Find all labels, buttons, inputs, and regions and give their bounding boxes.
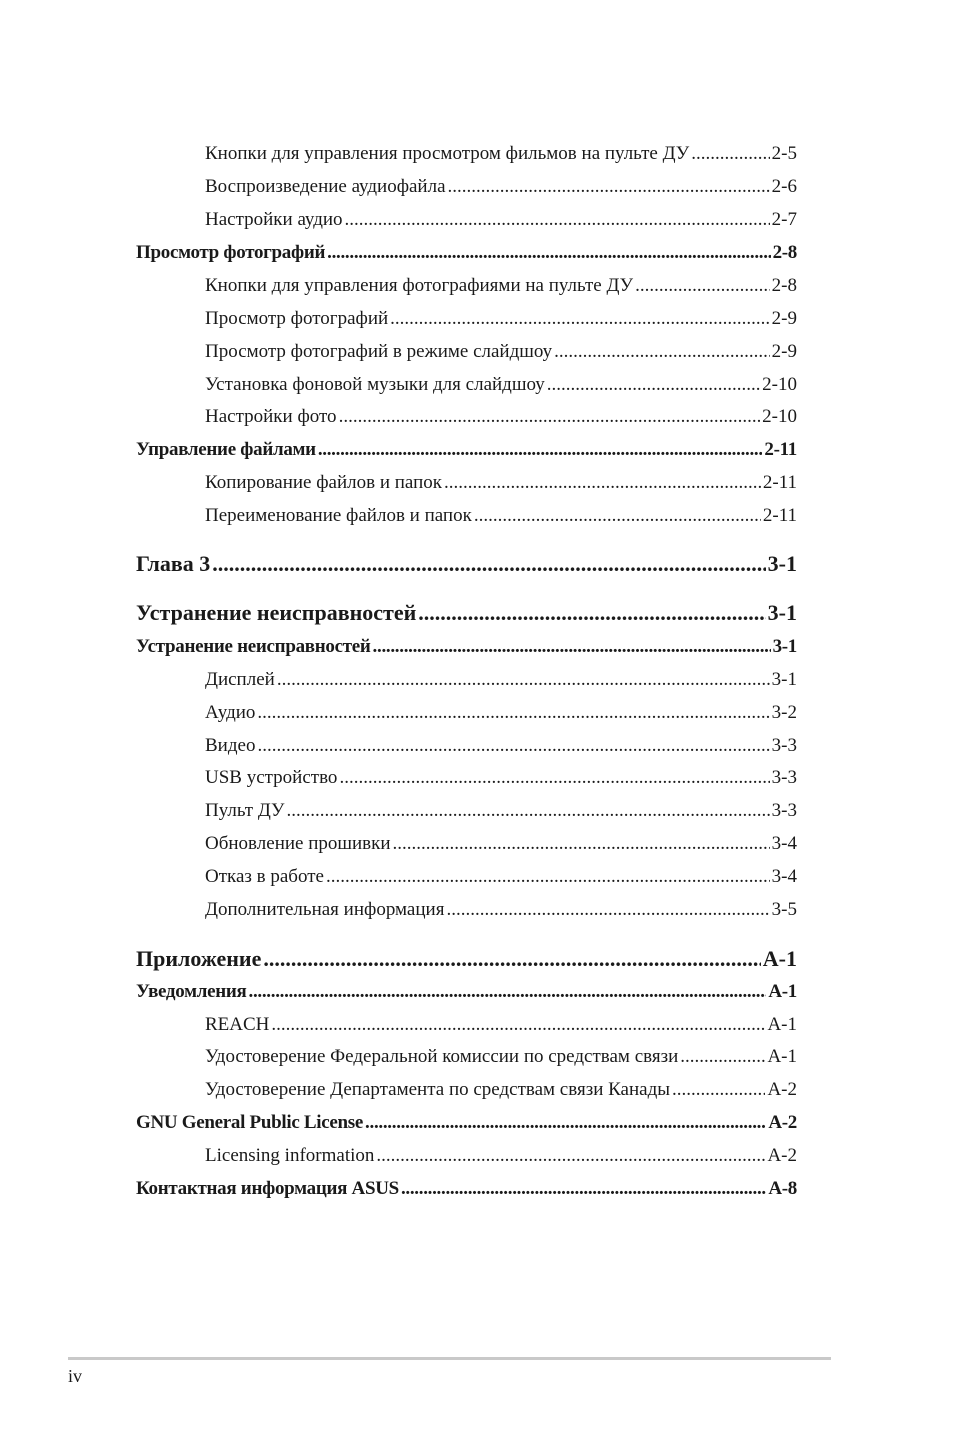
dot-leader xyxy=(390,308,770,330)
dot-leader xyxy=(257,702,769,724)
toc-entry-title: Устранение неисправностей xyxy=(136,636,371,657)
dot-leader xyxy=(474,505,761,527)
toc-entry-title: Удостоверение Федеральной комиссии по средствам связи xyxy=(205,1046,679,1067)
toc-entry-page: 3-1 xyxy=(767,551,797,576)
toc-entry-page: 3-1 xyxy=(772,636,797,657)
toc-entry[interactable] xyxy=(136,946,797,972)
toc-entry-title: Просмотр фотографий в режиме слайдшоу xyxy=(205,341,553,362)
dot-leader xyxy=(318,439,763,461)
toc-entry-page: 2-8 xyxy=(771,275,797,296)
toc-entry[interactable] xyxy=(136,600,797,626)
toc-entry[interactable] xyxy=(205,1145,797,1167)
toc-entry-title: Копирование файлов и папок xyxy=(205,472,443,493)
toc-entry-title: Отказ в работе xyxy=(205,866,324,887)
toc-entry-title: Управление файлами xyxy=(136,439,316,460)
toc-entry[interactable] xyxy=(136,242,797,264)
dot-leader xyxy=(672,1079,765,1101)
toc-entry-page: A-2 xyxy=(767,1145,797,1166)
dot-leader xyxy=(339,767,769,789)
toc-entry[interactable] xyxy=(205,735,797,757)
toc-entry-title: Приложение xyxy=(136,946,262,971)
toc-entry-title: Просмотр фотографий xyxy=(205,308,389,329)
toc-entry-title: Пульт ДУ xyxy=(205,800,285,821)
toc-entry-page: 3-3 xyxy=(771,767,797,788)
toc-entry[interactable] xyxy=(205,143,797,165)
toc-entry-page: 2-11 xyxy=(764,439,797,460)
toc-entry[interactable] xyxy=(205,176,797,198)
toc-entry-page: 2-10 xyxy=(762,374,797,395)
toc-entry[interactable] xyxy=(205,702,797,724)
dot-leader xyxy=(257,735,769,757)
toc-entry-title: Просмотр фотографий xyxy=(136,242,326,263)
toc-entry-page: 2-11 xyxy=(762,505,797,526)
toc-entry-title: Воспроизведение аудиофайла xyxy=(205,176,446,197)
toc-entry-page: 3-1 xyxy=(771,669,797,690)
toc-entry-title: USB устройство xyxy=(205,767,338,788)
toc-entry[interactable] xyxy=(205,1079,797,1101)
toc-entry-title: Аудио xyxy=(205,702,256,723)
toc-entry-title: Устранение неисправностей xyxy=(136,600,417,625)
toc-entry-title: Контактная информация ASUS xyxy=(136,1178,399,1199)
toc-entry-page: 2-5 xyxy=(771,143,797,164)
toc-entry-title: Установка фоновой музыки для слайдшоу xyxy=(205,374,545,395)
toc-entry[interactable] xyxy=(136,1178,797,1200)
toc-entry[interactable] xyxy=(205,669,797,691)
toc-entry-title: Кнопки для управления просмотром фильмов на пульте ДУ xyxy=(205,143,690,164)
toc-entry-page: 2-9 xyxy=(771,341,797,362)
toc-entry[interactable] xyxy=(136,636,797,658)
toc-entry-page: 3-4 xyxy=(771,833,797,854)
toc-entry[interactable] xyxy=(205,833,797,855)
dot-leader xyxy=(277,669,770,691)
toc-entry-page: A-2 xyxy=(767,1079,797,1100)
toc-entry[interactable] xyxy=(205,472,797,494)
dot-leader xyxy=(212,551,765,577)
toc-entry-title: Удостоверение Департамента по средствам связи Канады xyxy=(205,1079,671,1100)
toc-entry-title: Обновление прошивки xyxy=(205,833,391,854)
dot-leader xyxy=(263,946,760,972)
toc-entry-page: 3-5 xyxy=(771,899,797,920)
dot-leader xyxy=(444,472,761,494)
toc-entry[interactable] xyxy=(205,899,797,921)
footer-divider xyxy=(68,1357,831,1360)
toc-entry-title: Настройки аудио xyxy=(205,209,343,230)
toc-entry[interactable] xyxy=(205,767,797,789)
toc-entry[interactable] xyxy=(205,275,797,297)
toc-entry-title: Дополнительная информация xyxy=(205,899,445,920)
dot-leader xyxy=(547,374,760,396)
toc-entry-title: Видео xyxy=(205,735,256,756)
toc-entry[interactable] xyxy=(205,800,797,822)
toc-entry-title: Глава 3 xyxy=(136,551,211,576)
toc-entry[interactable] xyxy=(136,1112,797,1134)
dot-leader xyxy=(446,899,769,921)
dot-leader xyxy=(680,1046,765,1068)
dot-leader xyxy=(635,275,770,297)
dot-leader xyxy=(327,242,770,264)
toc-entry-page: A-8 xyxy=(768,1178,797,1199)
dot-leader xyxy=(418,600,765,626)
toc-entry-page: 2-10 xyxy=(762,406,797,427)
toc-entry-page: A-1 xyxy=(767,1014,797,1035)
dot-leader xyxy=(345,209,770,231)
dot-leader xyxy=(554,341,770,363)
toc-entry-page: 3-3 xyxy=(771,800,797,821)
toc-entry-page: 3-2 xyxy=(771,702,797,723)
dot-leader xyxy=(401,1178,766,1200)
toc-entry-page: 2-11 xyxy=(762,472,797,493)
toc-entry-page: 3-4 xyxy=(771,866,797,887)
dot-leader xyxy=(448,176,770,198)
dot-leader xyxy=(271,1014,765,1036)
toc-entry-page: 2-9 xyxy=(771,308,797,329)
dot-leader xyxy=(691,143,769,165)
toc-entry[interactable] xyxy=(205,308,797,330)
dot-leader xyxy=(339,406,761,428)
toc-entry[interactable] xyxy=(205,866,797,888)
toc-entry-page: A-2 xyxy=(768,1112,797,1133)
toc-entry[interactable] xyxy=(205,406,797,428)
toc-entry[interactable] xyxy=(136,981,797,1003)
toc-entry-title: Настройки фото xyxy=(205,406,337,427)
toc-entry[interactable] xyxy=(205,341,797,363)
toc-entry[interactable] xyxy=(205,209,797,231)
toc-entry-page: 2-6 xyxy=(771,176,797,197)
toc-entry-title: Кнопки для управления фотографиями на пульте ДУ xyxy=(205,275,634,296)
toc-entry[interactable] xyxy=(205,1014,797,1036)
dot-leader xyxy=(365,1112,766,1134)
dot-leader xyxy=(376,1145,765,1167)
toc-entry-title: Дисплей xyxy=(205,669,275,690)
dot-leader xyxy=(373,636,771,658)
toc-entry-page: 2-7 xyxy=(771,209,797,230)
toc-entry[interactable] xyxy=(205,505,797,527)
dot-leader xyxy=(249,981,767,1003)
toc-entry-page: A-1 xyxy=(768,981,797,1002)
toc-entry-title: Уведомления xyxy=(136,981,247,1002)
dot-leader xyxy=(326,866,770,888)
toc-entry[interactable] xyxy=(136,439,797,461)
toc-entry-page: A-1 xyxy=(762,946,797,971)
toc-entry-page: 3-3 xyxy=(771,735,797,756)
toc-entry[interactable] xyxy=(205,374,797,396)
toc-entry-page: 2-8 xyxy=(772,242,797,263)
page-number: iv xyxy=(68,1366,83,1386)
toc-entry-title: Переименование файлов и папок xyxy=(205,505,472,526)
toc-entry-page: 3-1 xyxy=(767,600,797,625)
dot-leader xyxy=(287,800,770,822)
toc-entry[interactable] xyxy=(205,1046,797,1068)
toc-entry-title: Licensing information xyxy=(205,1145,375,1166)
toc-entry-title: REACH xyxy=(205,1014,270,1035)
toc-entry-page: A-1 xyxy=(767,1046,797,1067)
dot-leader xyxy=(393,833,770,855)
toc-entry[interactable] xyxy=(136,551,797,577)
toc-entry-title: GNU General Public License xyxy=(136,1112,364,1133)
